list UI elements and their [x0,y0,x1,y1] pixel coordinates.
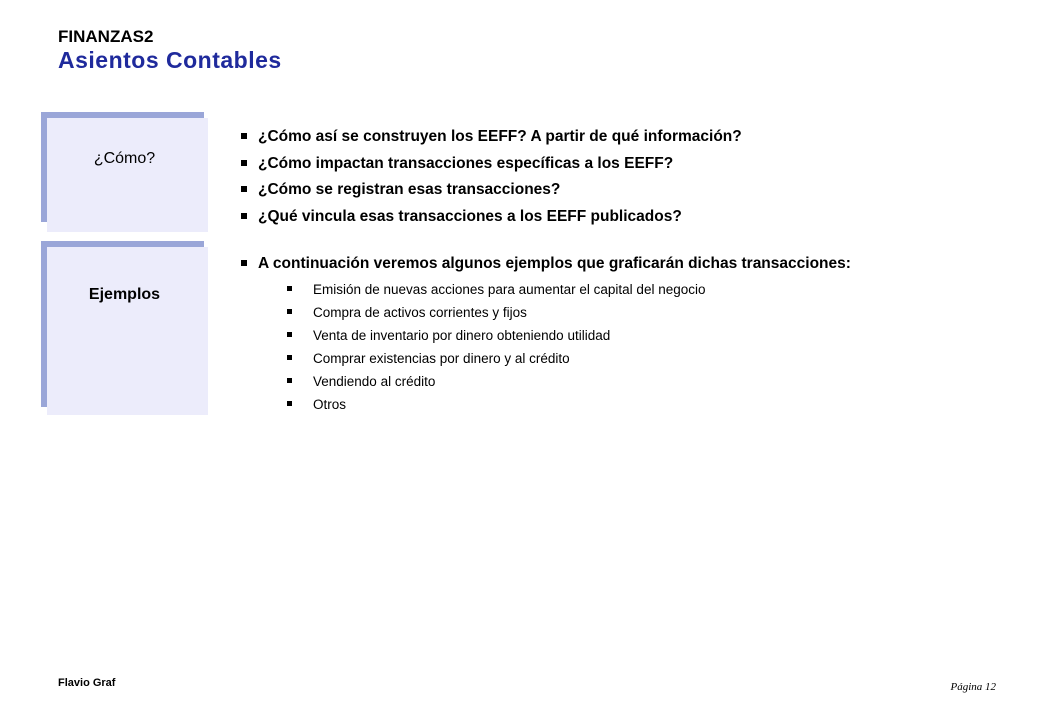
page-title: Asientos Contables [58,47,282,73]
example-item: Comprar existencias por dinero y al crédito [287,347,706,370]
example-item: Otros [287,393,706,416]
examples-intro-list [240,252,851,276]
ejemplos-box-label: Ejemplos [88,286,161,303]
question-item: ¿Cómo se registran esas transacciones? [240,177,742,204]
example-item: Venta de inventario por dinero obteniendo utilidad [287,324,706,347]
ejemplos-box-face [47,247,208,415]
examples-intro: A continuación veremos algunos ejemplos que graficarán dichas transacciones: [240,252,851,276]
course-title: FINANZAS2 [58,27,154,46]
page-number: Página 12 [950,681,996,693]
ejemplos-box [41,241,208,415]
example-item: Vendiendo al crédito [287,370,706,393]
question-item: ¿Cómo así se construyen los EEFF? A partir de qué información? [240,124,742,151]
como-box-label: ¿Cómo? [93,150,156,167]
examples-list [287,278,706,416]
author-name: Flavio Graf [58,677,116,689]
question-item: ¿Cómo impactan transacciones específicas a los EEFF? [240,151,742,178]
como-box-face [47,118,208,232]
example-item: Compra de activos corrientes y fijos [287,301,706,324]
como-box [41,112,208,232]
example-item: Emisión de nuevas acciones para aumentar el capital del negocio [287,278,706,301]
question-list [240,124,742,230]
question-item: ¿Qué vincula esas transacciones a los EEFF publicados? [240,204,742,231]
